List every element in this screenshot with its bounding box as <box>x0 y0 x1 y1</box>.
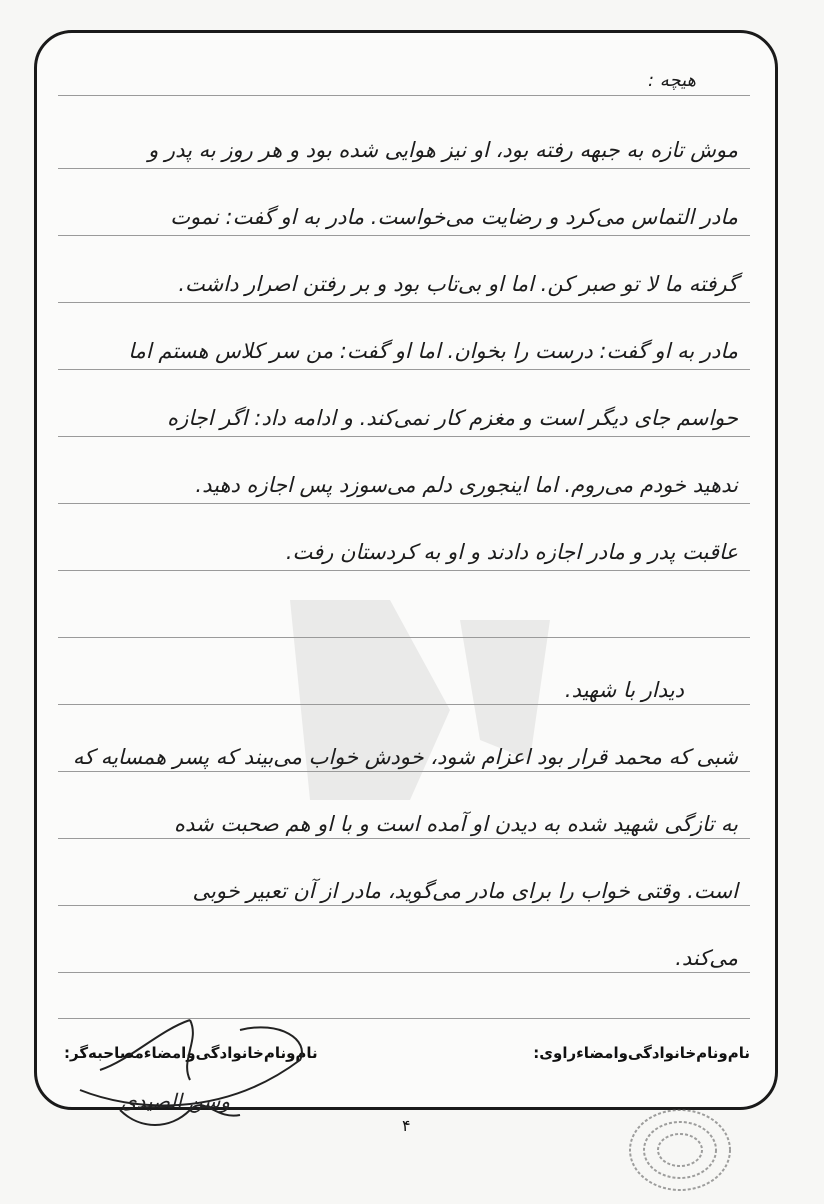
handwritten-signature <box>40 1000 340 1140</box>
fingerprint-smudge <box>620 1095 740 1195</box>
interviewer-signature-label: نام‌ونام‌خانوادگی‌و‌امضاء‌مصاحبه‌گر: <box>64 1044 318 1062</box>
body-line-7: عاقبت پدر و مادر اجازه دادند و او به کردستان رفت. <box>285 540 738 564</box>
ruled-line <box>58 436 750 437</box>
ruled-line <box>58 503 750 504</box>
ruled-line <box>58 168 750 169</box>
narrator-signature-label: نام‌ونام‌خانوادگی‌و‌امضاء‌راوی: <box>533 1044 750 1062</box>
body-line-4: مادر به او گفت: درست را بخوان. اما او گفت: من سر کلاس هستم اما <box>128 339 738 363</box>
body-line-2: مادر التماس می‌کرد و رضایت می‌خواست. مادر به او گفت: نموت <box>170 205 738 229</box>
subheading-line: دیدار با شهید. <box>564 678 684 702</box>
body-line-11: شبی که محمد قرار بود اعزام شود، خودش خواب می‌بیند که پسر همسایه که <box>72 745 738 769</box>
ruled-line <box>58 570 750 571</box>
body-line-5: حواسم جای دیگر است و مغزم کار نمی‌کند. و ادامه داد: اگر اجازه <box>167 406 738 430</box>
ruled-line <box>58 95 750 96</box>
body-line-14: می‌کند. <box>675 946 738 970</box>
body-line-12: به تازگی شهید شده به دیدن او آمده است و با او هم صحبت شده <box>174 812 738 836</box>
body-line-13: است. وقتی خواب را برای مادر می‌گوید، مادر از آن تعبیر خوبی <box>192 879 738 903</box>
body-line-1: موش تازه به جبهه رفته بود، او نیز هوایی شده بود و هر روز به پدر و <box>148 138 738 162</box>
page-number: ۴ <box>402 1116 411 1135</box>
ruled-line <box>58 905 750 906</box>
ruled-line <box>58 637 750 638</box>
ruled-line <box>58 302 750 303</box>
ruled-line <box>58 972 750 973</box>
body-line-3: گرفته ما لا تو صبر کن. اما او بی‌تاب بود و بر رفتن اصرار داشت. <box>178 272 738 296</box>
body-line-6: ندهید خودم می‌روم. اما اینجوری دلم می‌سوزد پس اجازه دهید. <box>195 473 738 497</box>
ruled-line <box>58 838 750 839</box>
ruled-line <box>58 704 750 705</box>
svg-text:وسن الصیدی: وسن الصیدی <box>120 1089 230 1113</box>
heading-text: هيچه : <box>648 70 696 91</box>
ruled-line <box>58 235 750 236</box>
ruled-line <box>58 771 750 772</box>
ruled-line <box>58 369 750 370</box>
